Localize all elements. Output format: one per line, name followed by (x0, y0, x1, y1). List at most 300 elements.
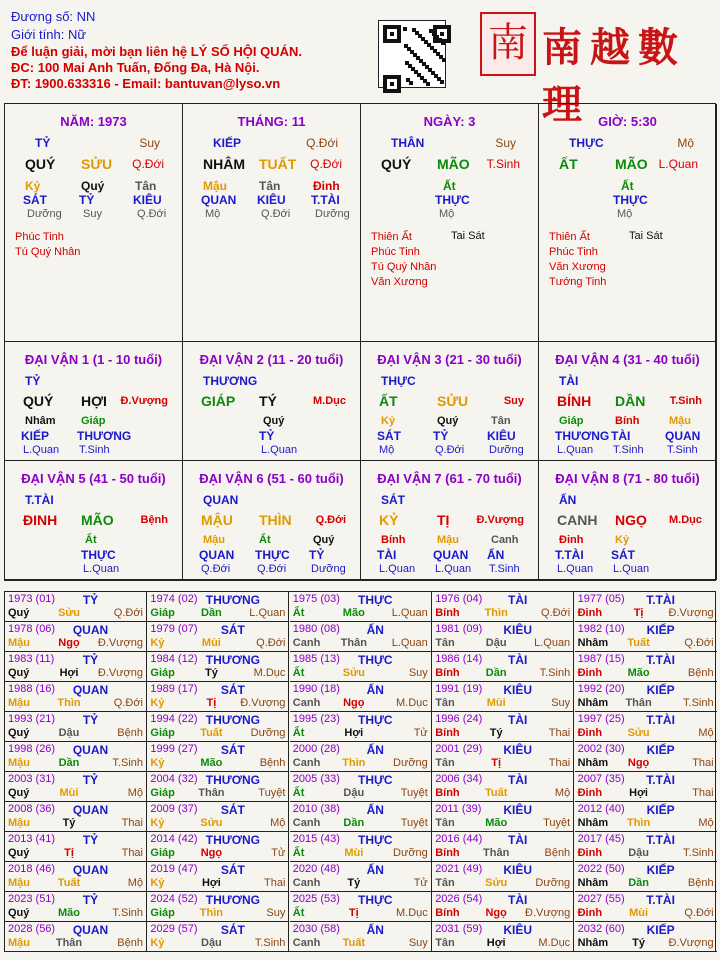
year-cell (575, 652, 717, 682)
gender-value: Nữ (67, 27, 87, 42)
year-stem: Tân (435, 877, 455, 889)
year-ten-god: THƯƠNG (205, 833, 260, 847)
hidden-stage: L.Quan (557, 444, 594, 456)
year-stage: Suy (408, 937, 428, 949)
year-ten-god: TÀI (508, 653, 528, 667)
year-stem: Bính (435, 607, 460, 619)
hidden-stage: Dưỡng (27, 208, 62, 220)
year-branch: Tuất (342, 937, 365, 949)
year-cell (147, 922, 289, 952)
year-cell (5, 622, 147, 652)
year-branch: Hợi (59, 667, 79, 679)
year-label: 2002 (30) (577, 743, 625, 755)
year-branch: Dần (485, 667, 507, 679)
dai-van-title: ĐẠI VẬN 7 (61 - 70 tuổi) (377, 471, 522, 486)
hidden-stem: Ất (443, 179, 456, 193)
year-branch: Mão (485, 817, 508, 829)
year-stem: Mậu (8, 757, 30, 769)
year-stage: Tuyệt (543, 817, 571, 829)
year-stage: Đ.Vượng (668, 937, 714, 949)
year-label: 2014 (42) (150, 833, 198, 845)
year-branch: Mão (58, 907, 80, 919)
year-stage: Dưỡng (535, 877, 571, 889)
stage-relation: Bệnh (140, 514, 168, 526)
year-branch: Thìn (57, 697, 81, 709)
year-cell (290, 892, 432, 922)
year-stem: Đinh (577, 667, 603, 679)
year-cell (575, 802, 717, 832)
year-branch: Thìn (199, 907, 223, 919)
year-stem: Mậu (8, 697, 30, 709)
year-branch: Tị (491, 757, 502, 769)
hidden-ten-god: KIÊU (133, 193, 162, 207)
year-stem: Tân (435, 757, 455, 769)
year-stage: M.Dục (396, 697, 428, 709)
year-stage: Đ.Vượng (240, 697, 286, 709)
owner-line (11, 8, 351, 26)
year-label: 1992 (20) (577, 683, 625, 695)
ten-god-top: THỰC (569, 136, 604, 150)
year-stage: L.Quan (391, 607, 428, 619)
hidden-ten-god: THƯƠNG (555, 429, 610, 443)
year-stage: Mộ (270, 817, 286, 829)
hidden-stem: Mậu (669, 415, 691, 427)
hidden-stage: Q.Đới (201, 563, 231, 575)
year-label: 1997 (25) (577, 713, 625, 725)
ten-god-top: T.TÀI (25, 493, 54, 507)
year-stem: Đinh (577, 787, 603, 799)
year-label: 2016 (44) (435, 833, 483, 845)
year-stem: Ất (292, 907, 305, 919)
hidden-ten-god: QUAN (433, 548, 469, 562)
year-cell (147, 622, 289, 652)
year-stage: Bệnh (687, 877, 714, 889)
stage-top: Suy (139, 136, 160, 150)
year-branch: Hợi (344, 727, 364, 739)
year-cell (147, 652, 289, 682)
hidden-ten-god: TÀI (611, 429, 631, 443)
heavenly-stem: ĐINH (23, 512, 58, 528)
year-branch: Thìn (342, 757, 366, 769)
year-stem: Giáp (150, 907, 175, 919)
year-label: 2022 (50) (577, 863, 625, 875)
year-stem: Quý (8, 787, 30, 799)
year-stage: Tử (413, 727, 428, 739)
year-cell (290, 862, 432, 892)
year-branch: Tý (632, 937, 646, 949)
year-branch: Dậu (343, 787, 365, 799)
year-label: 1988 (16) (8, 683, 56, 695)
stage-relation: Q.Đới (310, 157, 342, 171)
year-ten-god: SÁT (220, 923, 245, 937)
hidden-stem: Nhâm (25, 415, 56, 427)
dai-van-title: ĐẠI VẬN 6 (51 - 60 tuổi) (199, 471, 344, 486)
year-stage: Q.Đới (684, 907, 714, 919)
year-ten-god: KIÊU (503, 803, 533, 817)
year-branch: Ngọ (58, 637, 80, 649)
year-ten-god: TÀI (508, 833, 528, 847)
year-label: 1976 (04) (435, 593, 483, 605)
year-ten-god: THỰC (357, 713, 393, 727)
year-label: 1994 (22) (150, 713, 198, 725)
dai-van-title: ĐẠI VẬN 5 (41 - 50 tuổi) (21, 471, 166, 486)
year-stem: Mậu (8, 937, 30, 949)
phone-email-line[interactable]: ĐT: 1900.633316 - Email: bantuvan@lyso.vn (11, 76, 281, 91)
stage-relation: M.Dục (669, 514, 702, 526)
year-cell (432, 682, 574, 712)
year-label: 1978 (06) (8, 623, 56, 635)
star-note: Tú Quý Nhân (15, 246, 81, 258)
year-ten-god: TÀI (508, 713, 528, 727)
earthly-branch: TÝ (259, 393, 277, 409)
year-label: 1989 (17) (150, 683, 198, 695)
year-label: 1981 (09) (435, 623, 483, 635)
gender-label: Giới tính: (11, 27, 65, 42)
year-stage: M.Dục (253, 667, 286, 679)
hidden-stem: Giáp (81, 415, 106, 427)
year-stem: Kỷ (150, 697, 165, 709)
year-label: 2000 (28) (292, 743, 340, 755)
year-ten-god: QUAN (72, 863, 109, 877)
year-stem: Giáp (150, 847, 175, 859)
year-stem: Đinh (577, 727, 603, 739)
year-label: 2018 (46) (8, 863, 56, 875)
year-branch: Thìn (484, 607, 508, 619)
year-stem: Quý (8, 907, 30, 919)
year-branch: Ngọ (627, 757, 650, 769)
year-ten-god: TỶ (82, 713, 99, 727)
year-ten-god: THƯƠNG (205, 653, 260, 667)
year-branch: Tuất (57, 877, 81, 889)
hidden-ten-god: SÁT (23, 193, 47, 207)
year-stage: Suy (551, 697, 571, 709)
pillar-title: GIỜ: 5:30 (598, 114, 657, 129)
year-label: 2021 (49) (435, 863, 483, 875)
hidden-stage: L.Quan (613, 563, 650, 575)
heavenly-stem: ẤT (379, 393, 398, 409)
hidden-stem: Quý (313, 534, 335, 546)
year-stage: Tử (271, 847, 286, 859)
year-stage: Đ.Vượng (97, 637, 143, 649)
year-stem: Bính (435, 847, 460, 859)
year-stage: T.Sinh (254, 937, 286, 949)
hidden-stage: Mộ (379, 444, 395, 456)
year-branch: Tý (204, 667, 218, 679)
chart-grid (4, 103, 716, 581)
year-branch: Sửu (627, 727, 650, 739)
year-branch: Ngọ (485, 907, 507, 919)
hidden-stage: Q.Đới (261, 208, 291, 220)
year-stem: Ất (292, 727, 305, 739)
heavenly-stem: QUÝ (25, 156, 56, 172)
year-stage: Bệnh (687, 667, 714, 679)
year-cell (147, 592, 289, 622)
year-stage: Dưỡng (393, 847, 428, 859)
year-stage: Dưỡng (250, 727, 286, 739)
address-line: ĐC: 100 Mai Anh Tuấn, Đống Đa, Hà Nội. (11, 60, 260, 75)
year-cell (147, 802, 289, 832)
heavenly-stem: QUÝ (381, 156, 412, 172)
stage-top: Q.Đới (306, 136, 338, 150)
pillar-title: THÁNG: 11 (237, 114, 306, 129)
year-ten-god: T.TÀI (646, 833, 675, 847)
year-cell (147, 862, 289, 892)
year-ten-god: T.TÀI (646, 893, 675, 907)
hidden-ten-god: SÁT (377, 429, 401, 443)
hidden-stem: Kỷ (381, 415, 396, 427)
year-ten-god: QUAN (72, 743, 109, 757)
year-stem: Tân (435, 937, 455, 949)
star-note: Phúc Tinh (371, 246, 420, 258)
year-branch: Mùi (486, 697, 506, 709)
ten-god-top: TỶ (25, 374, 41, 388)
year-stage: Suy (408, 667, 428, 679)
dai-van-1 (5, 342, 183, 461)
year-label: 1995 (23) (292, 713, 340, 725)
year-stage: Q.Đới (256, 637, 286, 649)
year-branch: Thân (340, 637, 367, 649)
year-ten-god: TỶ (82, 893, 99, 907)
qr-code-icon[interactable] (378, 20, 446, 88)
year-stem: Canh (292, 757, 321, 769)
year-label: 1979 (07) (150, 623, 198, 635)
year-stage: Q.Đới (540, 607, 571, 619)
year-ten-god: SÁT (220, 743, 245, 757)
ten-god-top: TỶ (35, 136, 51, 150)
hidden-stage: T.Sinh (489, 563, 520, 575)
year-stage: Đ.Vượng (97, 667, 143, 679)
year-cell (432, 922, 574, 952)
hidden-stem: Ất (259, 534, 271, 546)
year-stem: Giáp (150, 607, 175, 619)
year-branch: Tuất (627, 637, 650, 649)
year-stage: T.Sinh (683, 697, 714, 709)
year-stem: Canh (292, 877, 321, 889)
hidden-stem: Quý (437, 415, 459, 427)
year-stage: Mộ (698, 727, 714, 739)
dai-van-7 (361, 461, 539, 580)
header-info (11, 8, 351, 92)
year-label: 2012 (40) (577, 803, 625, 815)
year-ten-god: TỶ (82, 833, 99, 847)
pillar-1 (5, 104, 183, 342)
hidden-ten-god: TỶ (79, 193, 95, 207)
year-stage: T.Sinh (683, 847, 714, 859)
year-stage: Tuyệt (400, 787, 428, 799)
hidden-ten-god: T.TÀI (311, 193, 340, 207)
year-cell (575, 592, 717, 622)
earthly-branch: NGỌ (615, 512, 647, 528)
year-cell (5, 892, 147, 922)
year-stage: T.Sinh (112, 757, 143, 769)
year-branch: Sửu (342, 667, 365, 679)
year-branch: Dậu (485, 637, 507, 649)
year-stage: L.Quan (391, 637, 428, 649)
earthly-branch: MÃO (437, 156, 470, 172)
year-stage: Bệnh (544, 847, 571, 859)
year-label: 2013 (41) (8, 833, 56, 845)
year-label: 1991 (19) (435, 683, 483, 695)
year-cell (290, 592, 432, 622)
hidden-stem: Tân (259, 179, 281, 193)
hidden-stem: Bính (381, 534, 406, 546)
hidden-ten-god: ẤN (487, 548, 505, 562)
hidden-ten-god: T.TÀI (555, 548, 584, 562)
star-note: Tướng Tinh (549, 276, 607, 288)
year-ten-god: KIẾP (646, 923, 675, 937)
hidden-ten-god: THƯƠNG (77, 429, 132, 443)
year-branch: Dần (58, 757, 80, 769)
year-ten-god: T.TÀI (646, 653, 675, 667)
year-label: 1982 (10) (577, 623, 625, 635)
year-branch: Tý (347, 877, 361, 889)
year-label: 2015 (43) (292, 833, 340, 845)
year-cell (432, 712, 574, 742)
year-stem: Nhâm (577, 937, 609, 949)
year-label: 2003 (31) (8, 773, 56, 785)
annual-table (4, 591, 716, 952)
year-label: 2029 (57) (150, 923, 198, 935)
dai-van-title: ĐẠI VẬN 4 (31 - 40 tuổi) (555, 352, 700, 367)
year-cell (5, 922, 147, 952)
year-branch: Mão (627, 667, 650, 679)
year-stage: Tử (413, 877, 428, 889)
year-ten-god: SÁT (220, 803, 245, 817)
dai-van-title: ĐẠI VẬN 2 (11 - 20 tuổi) (199, 352, 344, 367)
year-branch: Sửu (200, 817, 223, 829)
year-stem: Nhâm (577, 817, 609, 829)
year-ten-god: KIẾP (646, 623, 675, 637)
year-ten-god: TÀI (508, 593, 528, 607)
year-ten-god: THƯƠNG (205, 593, 260, 607)
year-stem: Canh (292, 697, 321, 709)
year-stage: Thai (121, 847, 143, 859)
pillar-4 (539, 104, 717, 342)
year-stem: Ất (292, 847, 305, 859)
hidden-stage: Suy (83, 208, 102, 220)
year-stem: Kỷ (150, 757, 165, 769)
year-cell (432, 622, 574, 652)
year-branch: Ngọ (343, 697, 365, 709)
year-branch: Sửu (485, 877, 508, 889)
stage-relation: Suy (503, 395, 524, 407)
year-cell (290, 652, 432, 682)
year-stage: Tuyệt (400, 817, 428, 829)
hidden-ten-god: KIÊU (487, 429, 516, 443)
year-cell (432, 742, 574, 772)
year-label: 1975 (03) (292, 593, 340, 605)
year-ten-god: THỰC (357, 893, 393, 907)
star-notes (549, 230, 606, 290)
gender-line (11, 26, 351, 44)
year-stage: Q.Đới (113, 697, 143, 709)
hidden-stem: Quý (81, 179, 105, 193)
earthly-branch: HỢI (81, 393, 107, 409)
year-cell (290, 922, 432, 952)
contact-line: Để luận giải, mời bạn liên hệ LÝ SỐ HỘI QUÁN. (11, 44, 302, 59)
year-ten-god: QUAN (72, 623, 109, 637)
ten-god-top: THÂN (391, 136, 425, 150)
year-cell (5, 682, 147, 712)
hidden-stem: Đinh (559, 534, 584, 546)
dai-van-5 (5, 461, 183, 580)
year-label: 2009 (37) (150, 803, 198, 815)
stage-relation: M.Dục (313, 395, 346, 407)
year-cell (5, 802, 147, 832)
ten-god-top: ẤN (559, 493, 577, 507)
year-ten-god: TÀI (508, 893, 528, 907)
year-cell (147, 742, 289, 772)
year-stem: Giáp (150, 787, 175, 799)
year-branch: Tị (64, 847, 74, 859)
hidden-stem: Mậu (437, 534, 459, 546)
year-cell (290, 772, 432, 802)
hidden-stage: Q.Đới (137, 208, 167, 220)
star-notes (371, 230, 436, 290)
hidden-stem: Canh (491, 534, 519, 546)
year-branch: Dậu (58, 727, 80, 739)
heavenly-stem: QUÝ (23, 393, 54, 409)
year-cell (5, 772, 147, 802)
year-ten-god: TỶ (82, 653, 99, 667)
year-stage: Thai (692, 787, 714, 799)
year-label: 1990 (18) (292, 683, 340, 695)
year-ten-god: QUAN (72, 803, 109, 817)
brand-title: 南越數理 (542, 24, 686, 128)
year-cell (5, 832, 147, 862)
year-label: 1999 (27) (150, 743, 198, 755)
year-branch: Tuất (200, 727, 223, 739)
year-label: 2011 (39) (435, 803, 482, 815)
year-branch: Hợi (629, 787, 648, 799)
heavenly-stem: MẬU (201, 512, 233, 528)
year-stage: Tuyệt (258, 787, 286, 799)
year-branch: Thân (198, 787, 225, 799)
year-label: 2004 (32) (150, 773, 198, 785)
seal-icon: 南 (480, 12, 536, 76)
year-ten-god: SÁT (220, 623, 245, 637)
hidden-stem: Ất (85, 534, 97, 546)
hidden-stem: Tân (135, 179, 157, 193)
earthly-branch: SỬU (437, 393, 469, 409)
year-branch: Tị (206, 697, 217, 709)
stage-relation: T.Sinh (486, 157, 520, 171)
year-label: 1984 (12) (150, 653, 198, 665)
year-branch: Tuất (484, 787, 508, 799)
star-note: Phúc Tinh (15, 231, 64, 243)
year-branch: Tị (348, 907, 359, 919)
year-label: 2006 (34) (435, 773, 483, 785)
year-branch: Ngọ (200, 847, 223, 859)
year-branch: Tý (62, 817, 76, 829)
year-branch: Hợi (486, 937, 506, 949)
year-cell (290, 802, 432, 832)
earthly-branch: TỊ (437, 512, 450, 528)
year-label: 2024 (52) (150, 893, 198, 905)
hidden-stem: Kỷ (25, 179, 41, 193)
year-ten-god: THƯƠNG (205, 893, 260, 907)
year-branch: Dần (628, 877, 649, 889)
hidden-stem: Bính (615, 415, 640, 427)
year-stem: Mậu (8, 637, 30, 649)
hidden-stage: Dưỡng (489, 444, 524, 456)
year-cell (575, 862, 717, 892)
year-label: 2020 (48) (292, 863, 340, 875)
year-branch: Dần (343, 817, 365, 829)
year-label: 1977 (05) (577, 593, 625, 605)
hidden-stem: Mậu (203, 534, 225, 546)
year-stem: Ất (292, 667, 305, 679)
